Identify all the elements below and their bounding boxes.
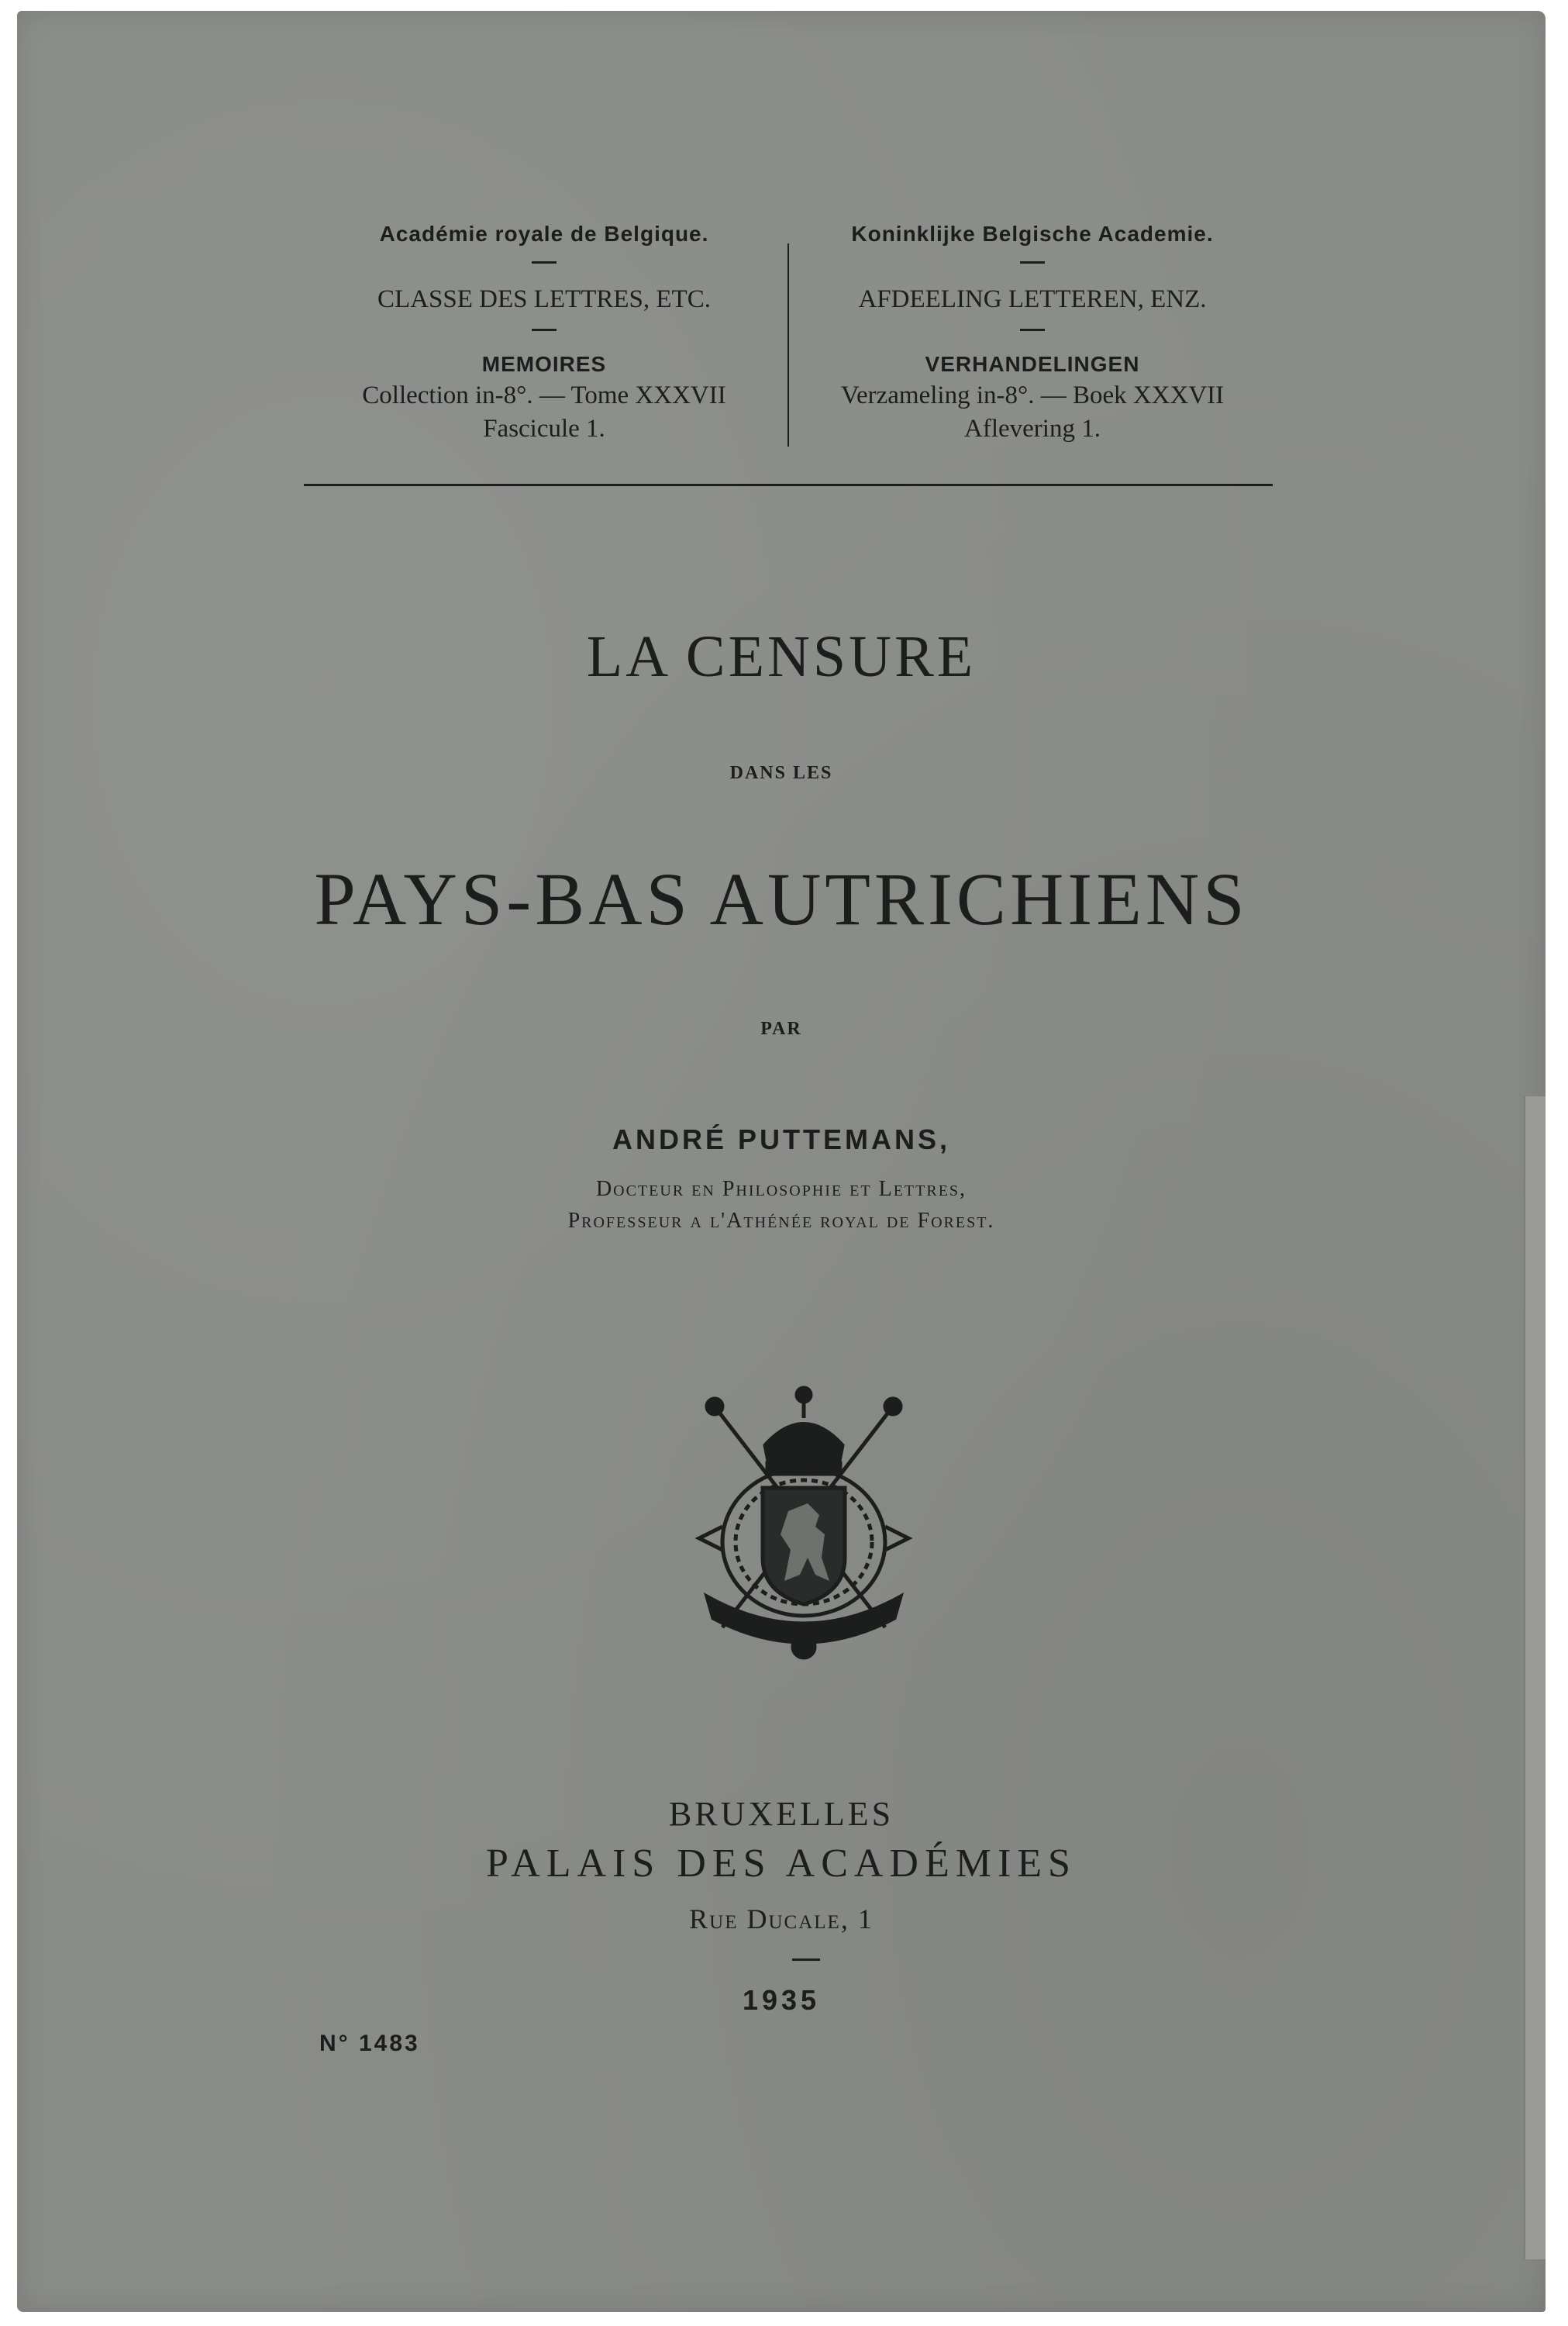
fascicle-fr: Fascicule 1. <box>483 415 605 443</box>
series-header <box>304 220 1273 486</box>
publication-year: 1935 <box>742 1984 821 2016</box>
institution-nl: Koninklijke Belgische Academie. <box>851 222 1214 246</box>
divider-dash <box>532 261 557 264</box>
collection-nl: Verzameling in-8°. — Boek XXXVII <box>840 381 1225 409</box>
imprint-street: Rue Ducale, 1 <box>689 1903 874 1934</box>
series-nl: VERHANDELINGEN <box>925 351 1140 376</box>
title-line-1: LA CENSURE <box>586 624 977 689</box>
collection-fr: Collection in-8°. — Tome XXXVII <box>362 381 726 409</box>
header-dutch-column <box>792 220 1273 447</box>
class-fr: CLASSE DES LETTRES, ETC. <box>377 285 711 313</box>
header-column-divider <box>787 243 789 447</box>
imprint-divider <box>792 1958 820 1961</box>
divider-dash <box>532 329 557 331</box>
fascicle-nl: Aflevering 1. <box>964 415 1101 443</box>
imprint-city: BRUXELLES <box>668 1795 894 1833</box>
author-credentials <box>17 1174 1546 1237</box>
by-label: PAR <box>760 1019 802 1039</box>
credential-line-2: Professeur a l'Athénée royal de Forest. <box>567 1208 995 1233</box>
author-name: ANDRÉ PUTTEMANS, <box>612 1123 950 1155</box>
class-nl: AFDEELING LETTEREN, ENZ. <box>858 285 1207 313</box>
series-fr: MEMOIRES <box>481 351 607 376</box>
book-cover <box>17 11 1546 2312</box>
series-number: N° 1483 <box>319 2031 420 2056</box>
title-connector: DANS LES <box>729 763 833 783</box>
worn-page-edge <box>1524 1096 1546 2259</box>
header-french-column <box>304 220 784 447</box>
imprint-publisher: PALAIS DES ACADÉMIES <box>486 1841 1077 1886</box>
institution-fr: Académie royale de Belgique. <box>379 222 709 246</box>
divider-dash <box>1020 261 1045 264</box>
credential-line-1: Docteur en Philosophie et Lettres, <box>595 1177 967 1201</box>
divider-dash <box>1020 329 1045 331</box>
belgian-coat-of-arms-icon <box>691 1372 916 1666</box>
title-line-2: PAYS-BAS AUTRICHIENS <box>314 858 1249 940</box>
